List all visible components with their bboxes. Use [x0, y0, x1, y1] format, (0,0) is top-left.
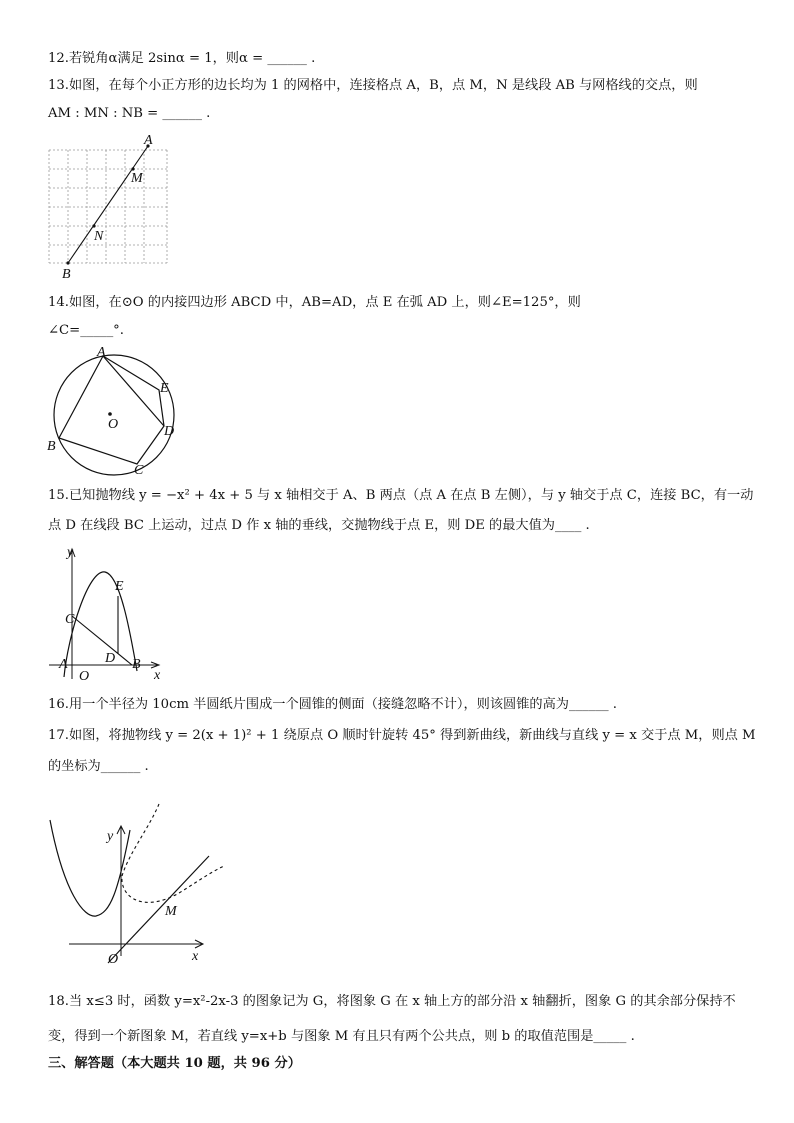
- label-c: C: [134, 463, 144, 478]
- parabola: [64, 572, 137, 677]
- q15-text-line2: 点 D 在线段 BC 上运动，过点 D 作 x 轴的垂线，交抛物线于点 E，则 DE 的最大值为____ .: [48, 518, 590, 533]
- label-e: E: [160, 381, 169, 396]
- label-y: y: [107, 829, 114, 844]
- label-o: O: [108, 417, 119, 432]
- label-e: E: [115, 579, 124, 594]
- line-y-equals-x: [108, 856, 209, 963]
- q14-text-line2: ∠C=_____°.: [48, 323, 124, 338]
- q15-parabola-figure: [44, 541, 174, 683]
- label-d: D: [105, 651, 116, 666]
- q13-grid-figure: [44, 132, 174, 282]
- center-o: [108, 412, 112, 416]
- q17-rotation-figure: [44, 798, 234, 970]
- q12-text: 12.若锐角α满足 2sinα = 1，则α = ______ .: [48, 51, 316, 66]
- label-o: O: [108, 952, 119, 967]
- section-title: 三、解答题（本大题共 10 题，共 96 分）: [48, 1056, 301, 1071]
- label-x: x: [154, 668, 161, 683]
- segment-ab: [68, 146, 148, 263]
- label-x: x: [192, 949, 199, 964]
- label-y: y: [67, 545, 74, 560]
- label-a: A: [144, 133, 153, 148]
- label-o: O: [79, 669, 90, 683]
- point-b: [66, 261, 69, 264]
- q16-text: 16.用一个半径为 10cm 半圆纸片围成一个圆锥的侧面（接缝忽略不计），则该圆锥的高为______ .: [48, 697, 617, 712]
- q14-circle-figure: [44, 344, 184, 478]
- label-b: B: [47, 439, 56, 454]
- label-b: B: [132, 657, 141, 672]
- q18-text-line2: 变，得到一个新图象 M，若直线 y=x+b 与图象 M 有且只有两个公共点，则 b 的取值范围是_____ .: [48, 1029, 635, 1044]
- label-a: A: [59, 657, 68, 672]
- original-parabola: [50, 820, 130, 916]
- label-m: M: [165, 904, 177, 919]
- q17-text-line1: 17.如图，将抛物线 y = 2(x + 1)² + 1 绕原点 O 顺时针旋转 45° 得到新曲线，新曲线与直线 y = x 交于点 M，则点 M: [48, 728, 756, 743]
- q14-text-line1: 14.如图，在⊙O 的内接四边形 ABCD 中，AB=AD，点 E 在弧 AD 上，则∠E=125°，则: [48, 295, 581, 310]
- segment-bc: [72, 616, 132, 665]
- label-b: B: [62, 267, 71, 282]
- quadrilateral-abcd: [59, 356, 164, 464]
- point-n: [92, 224, 95, 227]
- rotated-curve: [122, 804, 224, 902]
- label-c: C: [65, 612, 75, 627]
- q15-text-line1: 15.已知抛物线 y = −x² + 4x + 5 与 x 轴相交于 A、B 两点（点 A 在点 B 左侧），与 y 轴交于点 C，连接 BC，有一动: [48, 488, 754, 503]
- q13-text-line1: 13.如图，在每个小正方形的边长均为 1 的网格中，连接格点 A，B，点 M，N 是线段 AB 与网格线的交点，则: [48, 78, 698, 93]
- label-n: N: [94, 229, 104, 244]
- label-a: A: [97, 345, 106, 360]
- q18-text-line1: 18.当 x≤3 时，函数 y=x²-2x-3 的图象记为 G，将图象 G 在 x 轴上方的部分沿 x 轴翻折，图象 G 的其余部分保持不: [48, 994, 736, 1009]
- label-d: D: [164, 424, 175, 439]
- label-m: M: [131, 171, 143, 186]
- q13-text-line2: AM : MN : NB = ______ .: [48, 106, 211, 121]
- q17-text-line2: 的坐标为______ .: [48, 759, 149, 774]
- grid-lines: [49, 150, 167, 263]
